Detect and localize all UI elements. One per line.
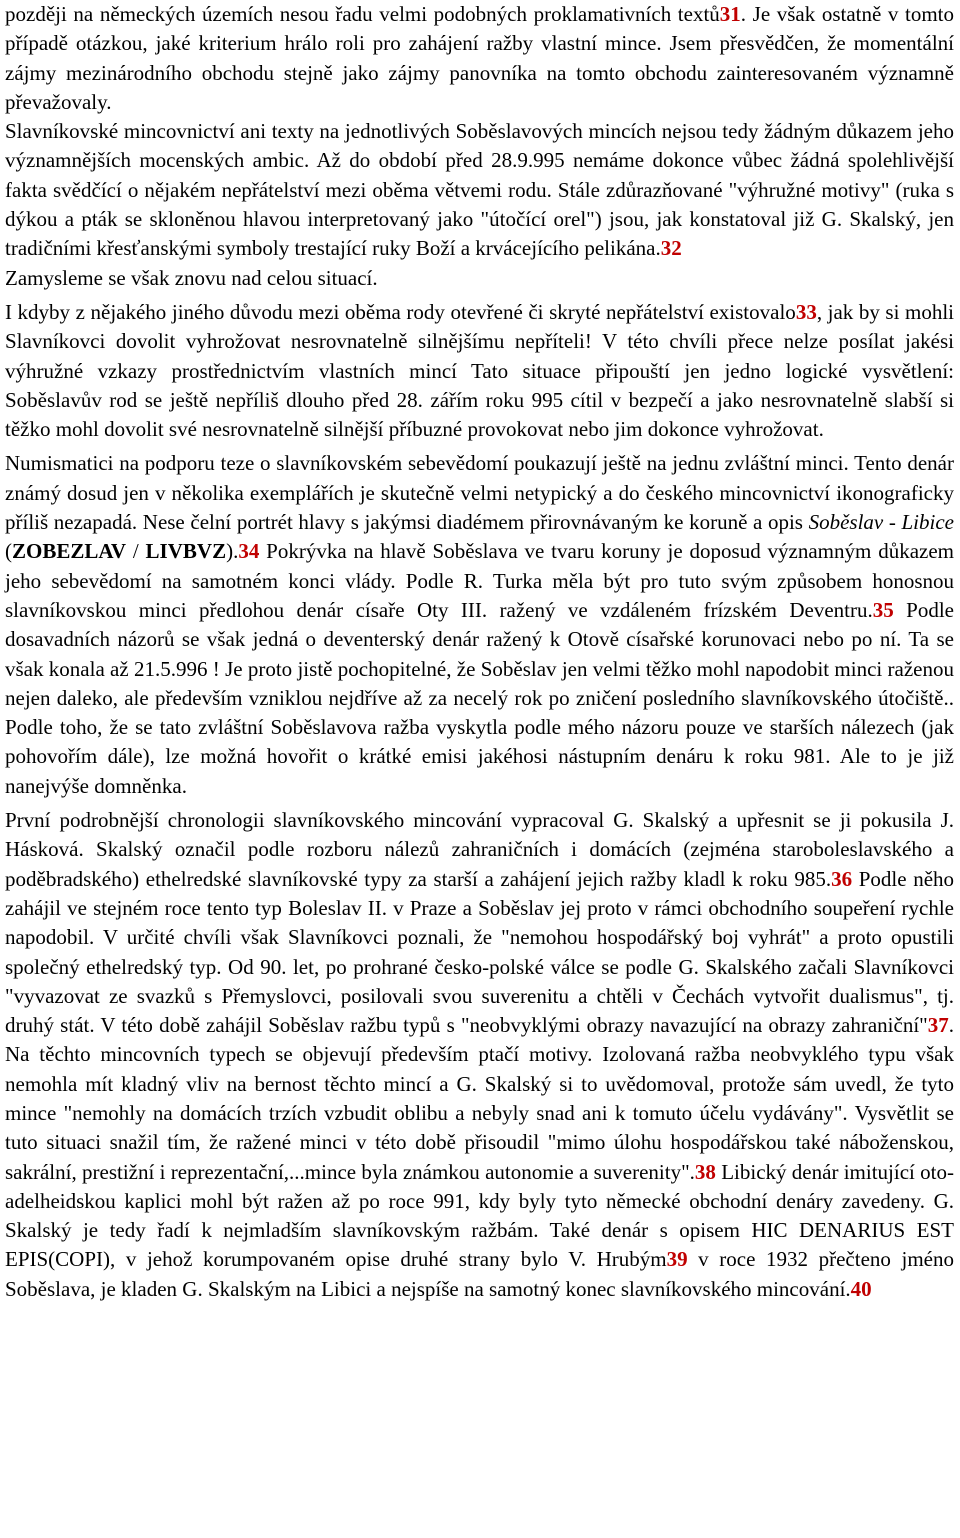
text-run: ). — [226, 539, 239, 564]
italic-text: Soběslav - Libice — [808, 510, 954, 535]
text-run: Pokrývka na hlavě Soběslava ve tvaru koruny je doposud významným důkazem jeho sebevědomí na samotném konci vlády. Podle R. Turka měla být pro tuto svým způsobem honosnou slavníkovskou minci předlohou denár císaře Oty III. ražený ve vzdáleném frízském Deventru. — [5, 539, 954, 622]
paragraph-p1 — [5, 0, 954, 117]
text-run: Numismatici na podporu teze o slavníkovském sebevědomí poukazují ještě na jednu zvláštní minci. Tento denár známý dosud jen v několika exemplářích je skutečně velmi netypický a do českého mincovnictví ikonograficky příliš nezapadá. Nese čelní portrét hlavy s jakýmsi diadémem přirovnávaným ke koruně a opis — [5, 451, 954, 535]
paragraph-p4 — [5, 298, 954, 444]
bold-text: LIVBVZ — [145, 539, 227, 564]
text-run: Libický denár imitující oto-adelheidskou kaplici mohl být ražen až po roce 991, kdy byly tyto německé obchodní denáry zavedeny. G. Skalský je tedy řadí k nejmladším slavníkovským ražbám. Také denár s opisem HIC DENARIUS EST EPIS(COPI), v jehož korumpovaném opise druhé strany bylo V. Hrubým — [5, 1159, 954, 1272]
text-run: / — [126, 539, 146, 564]
footnote-ref-33: 33 — [795, 299, 817, 324]
footnote-ref-35: 35 — [872, 597, 894, 622]
text-run: Podle něho zahájil ve stejném roce tento typ Boleslav II. v Praze a Soběslav jej proto v rámci obchodního soupeření rychle napodobil. V určité chvíli však Slavníkovci poznali, že "nemohou hospodářský boj vyhrát" a proto opustili společný ethelredský typ. Od 90. let, po prohrané česko-polské válce se podle G. Skalského začali Slavníkovci "vyvazovat ze svazků s Přemyslovci, posilovali svou suverenitu a chtěli v Čechách vytvořit dualismus", tj. druhý stát. V této době zahájil Soběslav ražbu typů s "neobvyklými obrazy navazující na obrazy zahraniční" — [5, 866, 955, 1038]
text-run: I kdyby z nějakého jiného důvodu mezi oběma rody otevřené či skryté nepřátelství existovalo — [5, 299, 796, 324]
footnote-ref-31: 31 — [719, 2, 741, 26]
footnote-ref-36: 36 — [831, 866, 853, 891]
text-run: Zamysleme se však znovu nad celou situací. — [5, 265, 378, 290]
footnote-ref-40: 40 — [850, 1276, 872, 1301]
footnote-ref-39: 39 — [666, 1247, 688, 1272]
text-run: , jak by si mohli Slavníkovci dovolit vyhrožovat nesrovnatelně silnějšímu nepříteli! V této chvíli přece nelze posílat jakési výhružné vzkazy prostřednictvím vlastních mincí Tato situace připouští jen jedno logické vysvětlení: Soběslavův rod se ještě nepříliš dlouho před 28. zářím roku 995 cítil v bezpečí a jako nesrovnatelně slabší si těžko mohl dovolit své nesrovnatelně silnější příbuzné provokovat nebo jim dokonce vyhrožovat. — [5, 299, 954, 442]
footnote-ref-38: 38 — [694, 1159, 716, 1184]
text-run: První podrobnější chronologii slavníkovského mincování vypracoval G. Skalský a upřesnit se ji pokusila J. Hásková. Skalský označil podle rozboru nálezů zahraničních i domácích (zejména staroboleslavského a poděbradského) ethelredské slavníkovské typy za starší a zahájení jejich ražby kladl k roku 985. — [5, 808, 954, 891]
text-run: Podle dosavadních názorů se však jedná o deventerský denár ražený k Otově císařské korunovaci nebo po ní. Ta se však konala až 21.5.996 ! Je proto jistě pochopitelné, že Soběslav jen velmi těžko mohl napodobit minci raženou nejen daleko, ale především vzniklou nejdříve až za necelý rok po zničení posledního slavníkovského útočiště.. Podle toho, že se tato zvláštní Soběslavova ražba vyskytla podle mého názoru pouze ve starších nálezech (jak pohovořím dále), lze možná hovořit o krátké emisi jakéhosi nástupním denáru k roku 981. Ale to je již nanejvýše domněnka. — [5, 597, 954, 798]
footnote-ref-37: 37 — [927, 1013, 949, 1038]
text-run: Slavníkovské mincovnictví ani texty na jednotlivých Soběslavových mincích nejsou tedy žádným důkazem jeho významnějších mocenských ambic. Až do období před 28.9.995 nemáme dokonce vůbec žádná spolehlivější fakta svědčící o nějakém nepřátelství mezi oběma větvemi rodu. Stále zdůrazňované "výhružné motivy" (ruka s dýkou a pták se skloněnou hlavou interpretovaný jako "útočící orel") jsou, jak konstatoval již G. Skalský, jen tradičními křesťanskými symboly trestající ruky Boží a krvácejícího pelikána. — [5, 119, 954, 261]
text-run: v roce 1932 přečteno jméno Soběslava, je kladen G. Skalským na Libici a nejspíše na samotný konec slavníkovského mincování. — [5, 1247, 954, 1301]
text-run: ( — [5, 539, 12, 564]
footnote-ref-32: 32 — [660, 236, 682, 261]
paragraph-p3 — [5, 264, 954, 293]
footnote-ref-34: 34 — [238, 539, 260, 564]
paragraph-p2 — [5, 117, 954, 263]
text-run: . Na těchto mincovních typech se objevují především ptačí motivy. Izolovaná ražba neobvyklého typu však nemohla mít kladný vliv na bernost těchto mincí a G. Skalský si to uvědomoval, protože sám uvedl, že tyto mince "nemohly na domácích trzích vzbudit oblibu a nebyly snad ani k tomuto účelu vydávány". Vysvětlit se tuto situaci snažil tím, že ražené minci v této době přisoudil "mimo úlohu hospodářskou také náboženskou, sakrální, prestižní i reprezentační,...mince byla známkou autonomie a suverenity". — [5, 1013, 954, 1184]
paragraph-p6 — [5, 806, 954, 1304]
bold-text: ZOBEZLAV — [12, 539, 126, 564]
text-run: . Je však ostatně v tomto případě otázkou, jaké kriterium hrálo roli pro zahájení ražby vlastní mince. Jsem přesvědčen, že momentální zájmy mezinárodního obchodu stejně jako zájmy panovníka na tomto obchodu zainteresovaném významně převažovaly. — [5, 2, 954, 114]
text-run: později na německých územích nesou řadu velmi podobných proklamativních textů — [5, 2, 720, 26]
paragraph-p5 — [5, 449, 954, 801]
